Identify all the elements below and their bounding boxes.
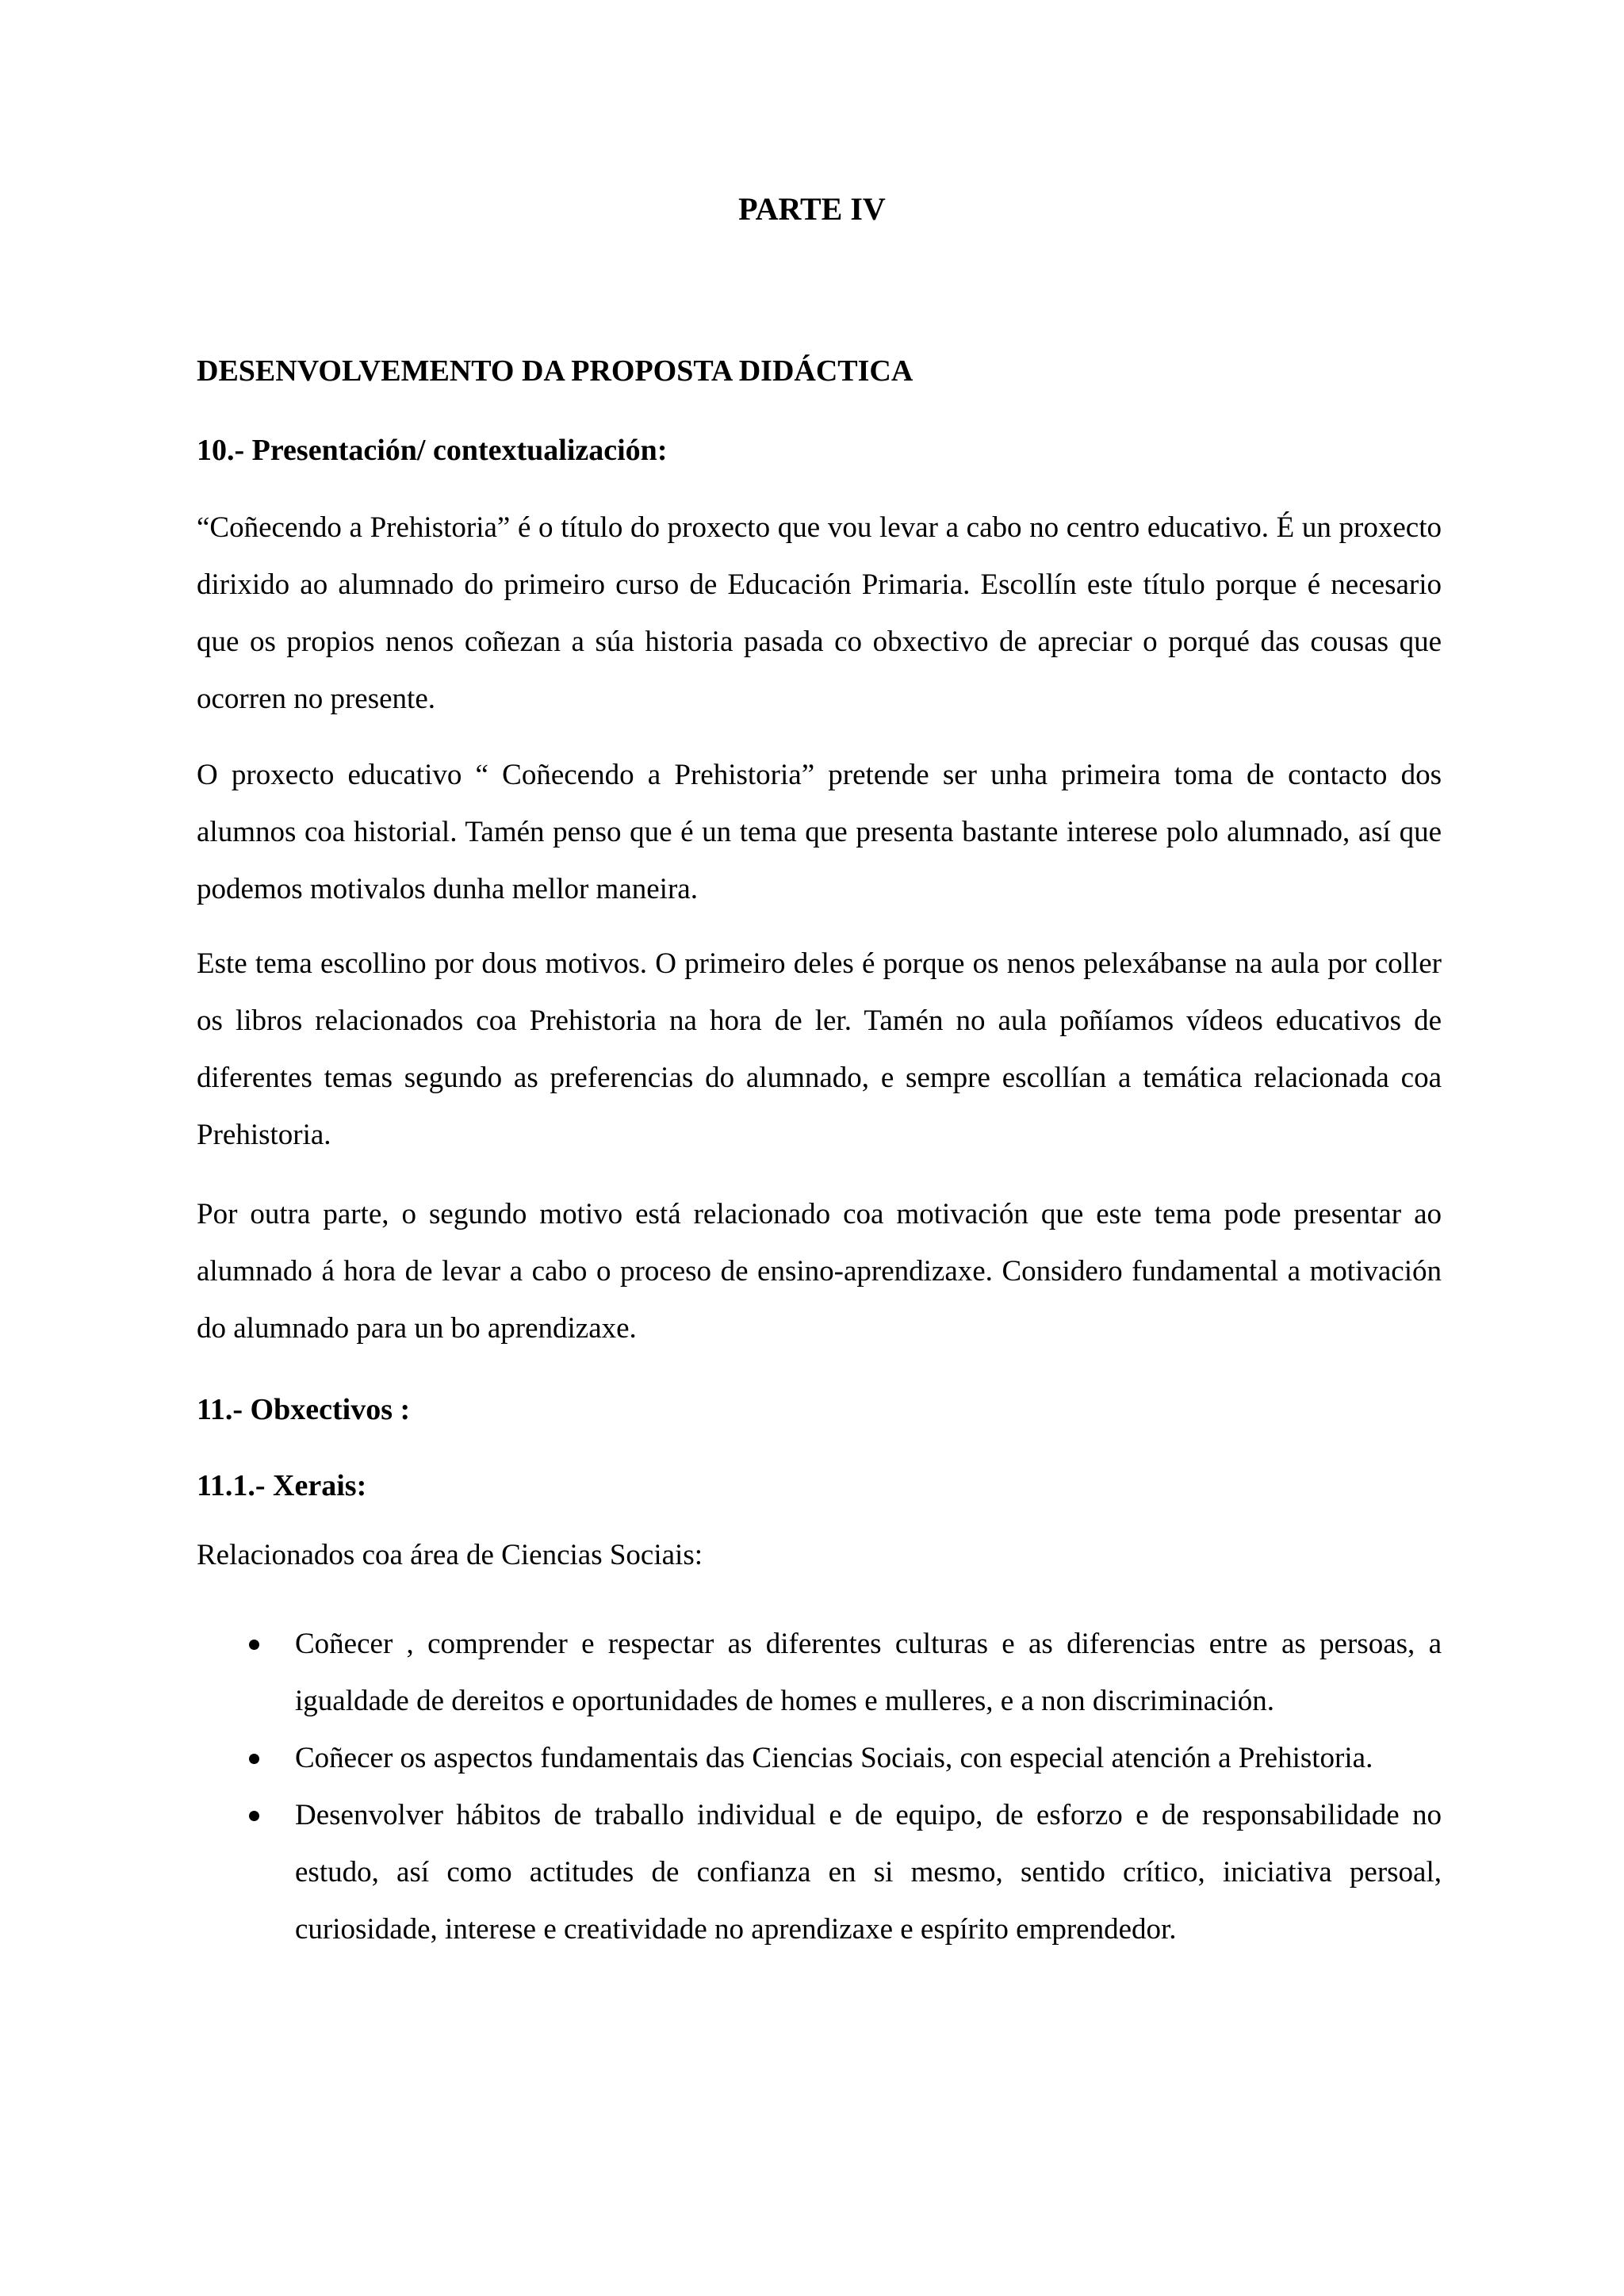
list-item-text: Coñecer , comprender e respectar as diferentes culturas e as diferencias entre as persoas, a igualdade de dereitos e oportunidades de homes e mulleres, e a non discriminación.	[295, 1628, 1442, 1717]
presentation-paragraph-1: “Coñecendo a Prehistoria” é o título do proxecto que vou levar a cabo no centro educativo. É un proxecto dirixido ao alumnado do primeiro curso de Educación Primaria. Escollín este título porque é necesario que os propios nenos coñezan a súa historia pasada co obxectivo de apreciar o porqué das cousas que ocorren no presente.	[197, 511, 1442, 715]
list-item-text: Desenvolver hábitos de traballo individual e de equipo, de esforzo e de responsabilidade no estudo, así como actitudes de confianza en si mesmo, sentido crítico, iniciativa persoal, curiosidade, interese e creatividade no aprendizaxe e espírito emprendedor.	[295, 1799, 1442, 1946]
presentation-paragraph-2: O proxecto educativo “ Coñecendo a Prehistoria” pretende ser unha primeira toma de contacto dos alumnos coa historial. Tamén penso que é un tema que presenta bastante interese polo alumnado, así que podemos motivalos dunha mellor maneira.	[197, 759, 1442, 905]
bullet-icon	[249, 1754, 259, 1764]
section-title: DESENVOLVEMENTO DA PROPOSTA DIDÁCTICA	[197, 354, 914, 388]
part-title: PARTE IV	[738, 191, 886, 227]
presentation-paragraph-4: Por outra parte, o segundo motivo está relacionado coa motivación que este tema pode presentar ao alumnado á hora de levar a cabo o proceso de ensino-aprendizaxe. Considero fundamental a motivación do alumnado para un bo aprendizaxe.	[197, 1198, 1442, 1345]
list-item	[197, 1616, 1442, 1730]
presentation-paragraph-3: Este tema escollino por dous motivos. O primeiro deles é porque os nenos pelexábanse na aula por coller os libros relacionados coa Prehistoria na hora de ler. Tamén no aula poñíamos vídeos educativos de diferentes temas segundo as preferencias do alumnado, e sempre escollían a temática relacionada coa Prehistoria.	[197, 947, 1442, 1151]
general-objectives-heading: 11.1.- Xerais:	[197, 1469, 367, 1502]
bullet-icon	[249, 1811, 259, 1821]
list-item	[197, 1787, 1442, 1958]
general-objectives-intro: Relacionados coa área de Ciencias Sociais:	[197, 1539, 703, 1571]
list-item	[197, 1730, 1442, 1787]
bullet-icon	[249, 1640, 259, 1650]
presentation-heading: 10.- Presentación/ contextualización:	[197, 434, 668, 467]
objectives-heading: 11.- Obxectivos :	[197, 1393, 411, 1426]
list-item-text: Coñecer os aspectos fundamentais das Ciencias Sociais, con especial atención a Prehistoria.	[295, 1742, 1373, 1774]
objectives-bullet-list	[197, 1616, 1442, 1958]
